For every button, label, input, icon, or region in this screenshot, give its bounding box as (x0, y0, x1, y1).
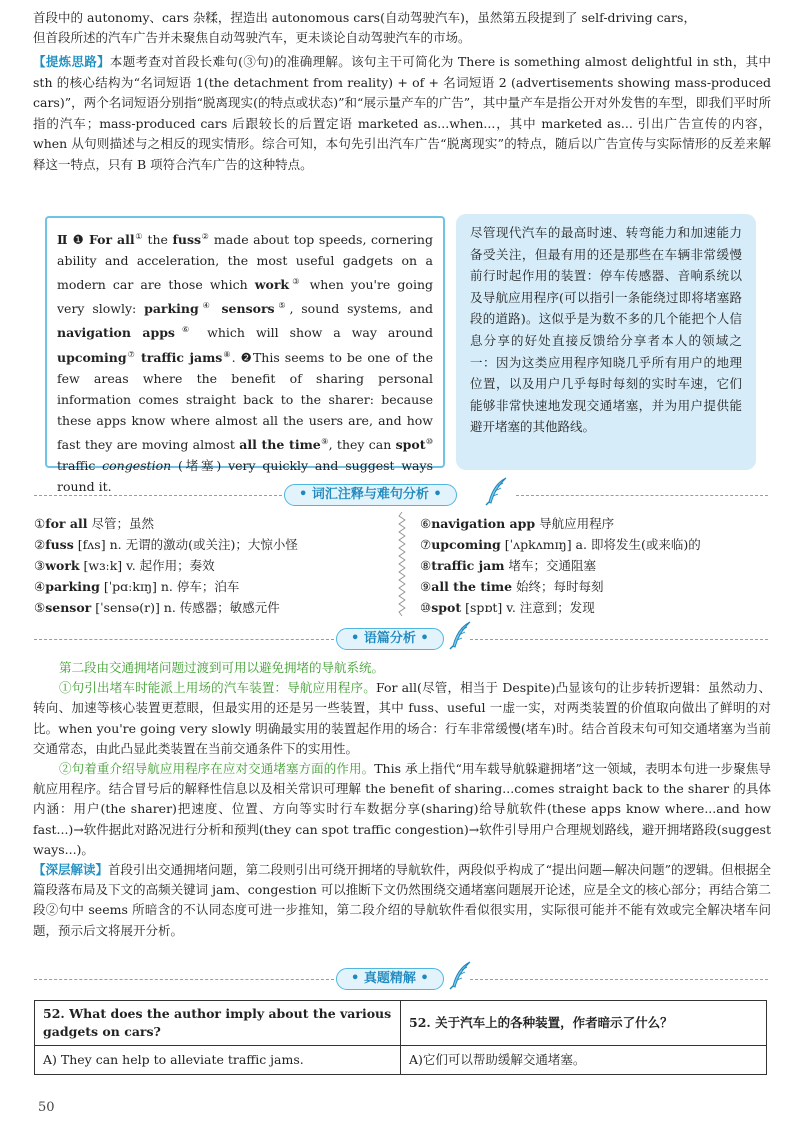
vocab-word: upcoming (431, 537, 501, 552)
passage-text: made about top speeds, cornering ability and acceleration, the most useful gadgets on a modern car are those which (57, 232, 433, 293)
analysis-point-2-text: This 承上指代“用车载导航躲避拥堵”这一领域，表明本句进一步聚焦导航应用程序。结合冒号后的解释性信息以及相关常识可理解 the benefit of sharing...comes straight back to the sharer 的具体内涵：用户(the sharer)把速度、位置、方向等实时行车数据分享(sharing)给导航软件(these apps know where...and how fast...)→软件据此对路况进行分析和预判(they can spot traffic congestion)→软件引导用户合理规划路线，避开拥堵路段(suggest ways...)。 (33, 761, 771, 857)
exam-banner (0, 968, 800, 990)
vocab-number: ⑤ (34, 600, 46, 615)
passage-text: This seems to be one of the few areas where the benefit of sharing personal information comes straight back to the sharer: because these apps know where almost all the users are, and how fast they are moving almost (57, 349, 434, 452)
vocab-definition: 始终；每时每刻 (512, 579, 604, 594)
banner-rule-left (34, 495, 282, 496)
passage-text: (堵塞) very quickly and suggest ways round it. (57, 457, 433, 494)
analysis-point-1-head: ①句引出堵车时能派上用场的汽车装置：导航应用程序。 (59, 680, 376, 696)
term-parking: parking (144, 301, 199, 317)
note-4: ④ (198, 301, 214, 311)
term-spot: spot (395, 436, 426, 452)
feather-pen-icon (448, 960, 474, 990)
note-7: ⑦ (126, 349, 136, 359)
passage-text: which will show a way around (196, 325, 433, 341)
vocab-item (420, 513, 701, 534)
passage-text: traffic (57, 457, 103, 473)
passage-text: , sound systems, and (289, 301, 434, 317)
vocab-definition: 导航应用程序 (535, 516, 615, 531)
vocab-word: parking (45, 579, 100, 594)
vocab-number: ④ (34, 579, 46, 594)
analysis-point-2 (33, 759, 771, 860)
table-row (35, 1001, 767, 1046)
feather-pen-icon (484, 476, 510, 506)
thinking-paragraph (33, 52, 771, 176)
vocab-word: sensor (45, 600, 92, 615)
vocab-word: fuss (45, 537, 74, 552)
thinking-text: 本题考查对首段长难句(③句)的准确理解。该句主干可简化为 There is something almost delightful in sth，其中 sth 的核心结构为“名词短语 1(the detachment from reality) + of + 名词短语 2 (advertisements showing mass-produced cars)”，两个名词短语分别指“脱离现实(的特点或状态)”和“展示量产车的广告”，其中量产车是指公开对外发售的车型，即我们平时所指的汽车；mass-produced cars 后跟较长的后置定语 marketed as...when...，其中 marketed as... 引出广告宣传的内容，when 从句则描述与之相反的现实情形。综合可知，本句先引出汽车广告“脱离现实”的特点，随后以广告宣传与实际情形的反差来解释这一特点，只有 B 项符合汽车广告的这种特点。 (33, 54, 771, 172)
vocab-banner (0, 484, 800, 506)
analysis-section (33, 658, 771, 941)
vocab-item (420, 555, 701, 576)
vocab-number: ⑦ (420, 537, 432, 552)
vocab-number: ② (34, 537, 46, 552)
passage-text: when you're going very slowly: (57, 277, 433, 317)
vocab-list-left (34, 513, 298, 618)
banner-rule-right (470, 979, 768, 980)
option-a-en: A) They can help to alleviate traffic jams. (35, 1046, 401, 1075)
vocab-definition: [fʌs] n. 无谓的激动(或关注)；大惊小怪 (73, 537, 298, 552)
note-5: ⑤ (274, 301, 290, 311)
table-row (35, 1046, 767, 1075)
analysis-heading: 第二段由交通拥堵问题过渡到可用以避免拥堵的导航系统。 (59, 660, 385, 675)
passage-analysis-banner (0, 628, 800, 650)
feather-pen-icon (448, 620, 474, 650)
sentence-1-marker: ❶ (72, 232, 85, 248)
intro-line-1: 首段中的 autonomy、cars 杂糅，捏造出 autonomous cars(自动驾驶汽车)，虽然第五段提到了 self-driving cars， (33, 10, 696, 25)
question-zh: 52. 关于汽车上的各种装置，作者暗示了什么？ (401, 1001, 767, 1046)
deep-reading-text: 首段引出交通拥堵问题，第二段则引出可绕开拥堵的导航软件，两段似乎构成了“提出问题—解决问题”的逻辑。但根据全篇段落布局及下文的高频关键词 jam、congestion 可以推断下文仍然围绕交通堵塞问题展开论述，应是全文的核心部分；再结合第二段②句中 seems 所暗含的不认同态度可进一步推知，第二段介绍的导航软件看似很实用，实际很可能并不能有效或完全解决堵车问题，预示后文将展开分析。 (33, 862, 771, 938)
vocab-banner-title: • 词汇注释与难句分析 • (284, 484, 457, 506)
vocab-definition: [wɜːk] v. 起作用；奏效 (79, 558, 215, 573)
translation-text: 尽管现代汽车的最高时速、转弯能力和加速能力备受关注，但最有用的还是那些在车辆非常缓慢前行时起作用的装置：停车传感器、音响系统以及导航应用程序(可以指引一条能绕过即将堵塞路段的道路)。这似乎是为数不多的几个能把个人信息分享的好处直接反馈给分享者本人的领域之一：因为这类应用程序知晓几乎所有用户的地理位置，以及用户几乎每时每刻的实时车速，它们能够非常快速地发现交通堵塞，并为用户提供能避开堵塞的其他路线。 (470, 225, 742, 435)
vocab-item (420, 576, 701, 597)
note-1: ① (134, 232, 143, 241)
analysis-point-2-head: ②句着重介绍导航应用程序在应对交通堵塞方面的作用。 (59, 761, 375, 777)
vocab-word: traffic jam (431, 558, 505, 573)
vocab-word: work (45, 558, 80, 573)
thinking-tag: 【提炼思路】 (33, 54, 110, 69)
banner-rule-left (34, 639, 334, 640)
vocab-item (34, 534, 298, 555)
vocab-word: navigation app (431, 516, 536, 531)
banner-rule-right (470, 639, 768, 640)
vocab-word: all the time (431, 579, 513, 594)
passage-text: , they can (328, 436, 396, 452)
sentence-2-marker: ❷ (240, 349, 253, 365)
term-upcoming: upcoming (57, 349, 127, 365)
term-work: work (254, 277, 290, 293)
vocab-number: ⑨ (420, 579, 432, 594)
intro-text (33, 8, 771, 48)
vocab-definition: [ˈʌpkʌmɪŋ] a. 即将发生(或来临)的 (500, 537, 701, 552)
vocab-definition: [spɒt] v. 注意到；发现 (461, 600, 595, 615)
banner-rule-left (34, 979, 334, 980)
vocab-item (34, 513, 298, 534)
vocab-item (420, 597, 701, 618)
vocab-item (34, 555, 298, 576)
deep-reading (33, 860, 771, 941)
note-2: ② (201, 232, 210, 241)
analysis-point-1 (33, 678, 771, 759)
page-number: 50 (38, 1100, 55, 1115)
term-fuss: fuss (172, 232, 202, 248)
translation-box (456, 214, 756, 470)
note-9: ⑨ (320, 436, 329, 446)
exam-banner-title: • 真题精解 • (336, 968, 444, 990)
question-en: 52. What does the author imply about the various gadgets on cars? (35, 1001, 401, 1046)
vocab-definition: 尽管；虽然 (87, 516, 154, 531)
passage-text: the (142, 232, 173, 248)
passage-box (45, 216, 445, 494)
term-congestion: congestion (102, 457, 172, 473)
term-navigation-apps: navigation apps (57, 325, 175, 341)
term-for-all: For all (88, 232, 135, 248)
passage-analysis-banner-title: • 语篇分析 • (336, 628, 444, 650)
deep-reading-tag: 【深层解读】 (33, 862, 109, 878)
column-divider (398, 512, 406, 616)
passage-numeral: Ⅱ (57, 232, 69, 248)
analysis-point-1-text: For all(尽管，相当于 Despite)凸显该句的让步转折逻辑：虽然动力、转向、加速等核心装置更惹眼，但最实用的还是另一些装置，其中 fuss、useful 一虚一实，对两类装置的价值取向做出了鲜明的对比。when you're going very slowly 明确最实用的装置起作用的场合：行车非常缓慢(堵车)时。结合首段末句可知交通堵塞为当前交通常态，由此凸显此类装置在当前交通条件下的实用性。 (33, 680, 771, 756)
option-a-zh: A)它们可以帮助缓解交通堵塞。 (401, 1046, 767, 1075)
question-table (34, 1000, 767, 1075)
vocab-definition: 堵车；交通阻塞 (504, 558, 596, 573)
note-10: ⑩ (425, 436, 434, 446)
term-sensors: sensors (221, 301, 275, 317)
vocab-number: ⑧ (420, 558, 432, 573)
vocab-item (34, 597, 298, 618)
note-6: ⑥ (174, 325, 197, 335)
vocab-definition: [ˈpɑːkɪŋ] n. 停车；泊车 (99, 579, 240, 594)
term-all-the-time: all the time (239, 436, 321, 452)
term-traffic-jams: traffic jams (140, 349, 223, 365)
vocab-item (420, 534, 701, 555)
banner-rule-right (516, 495, 768, 496)
note-8: ⑧ (222, 349, 232, 359)
vocab-list-right (420, 513, 701, 618)
vocab-number: ③ (34, 558, 46, 573)
vocab-word: spot (431, 600, 462, 615)
vocab-definition: [ˈsensə(r)] n. 传感器；敏感元件 (91, 600, 280, 615)
note-3: ③ (289, 277, 303, 287)
vocab-word: for all (45, 516, 88, 531)
passage-text: . (231, 349, 241, 365)
vocab-item (34, 576, 298, 597)
intro-line-2: 但首段所述的汽车广告并未聚焦自动驾驶汽车，更未谈论自动驾驶汽车的市场。 (33, 30, 471, 45)
vocab-number: ⑩ (420, 600, 432, 615)
vocab-number: ⑥ (420, 516, 432, 531)
vocab-number: ① (34, 516, 46, 531)
